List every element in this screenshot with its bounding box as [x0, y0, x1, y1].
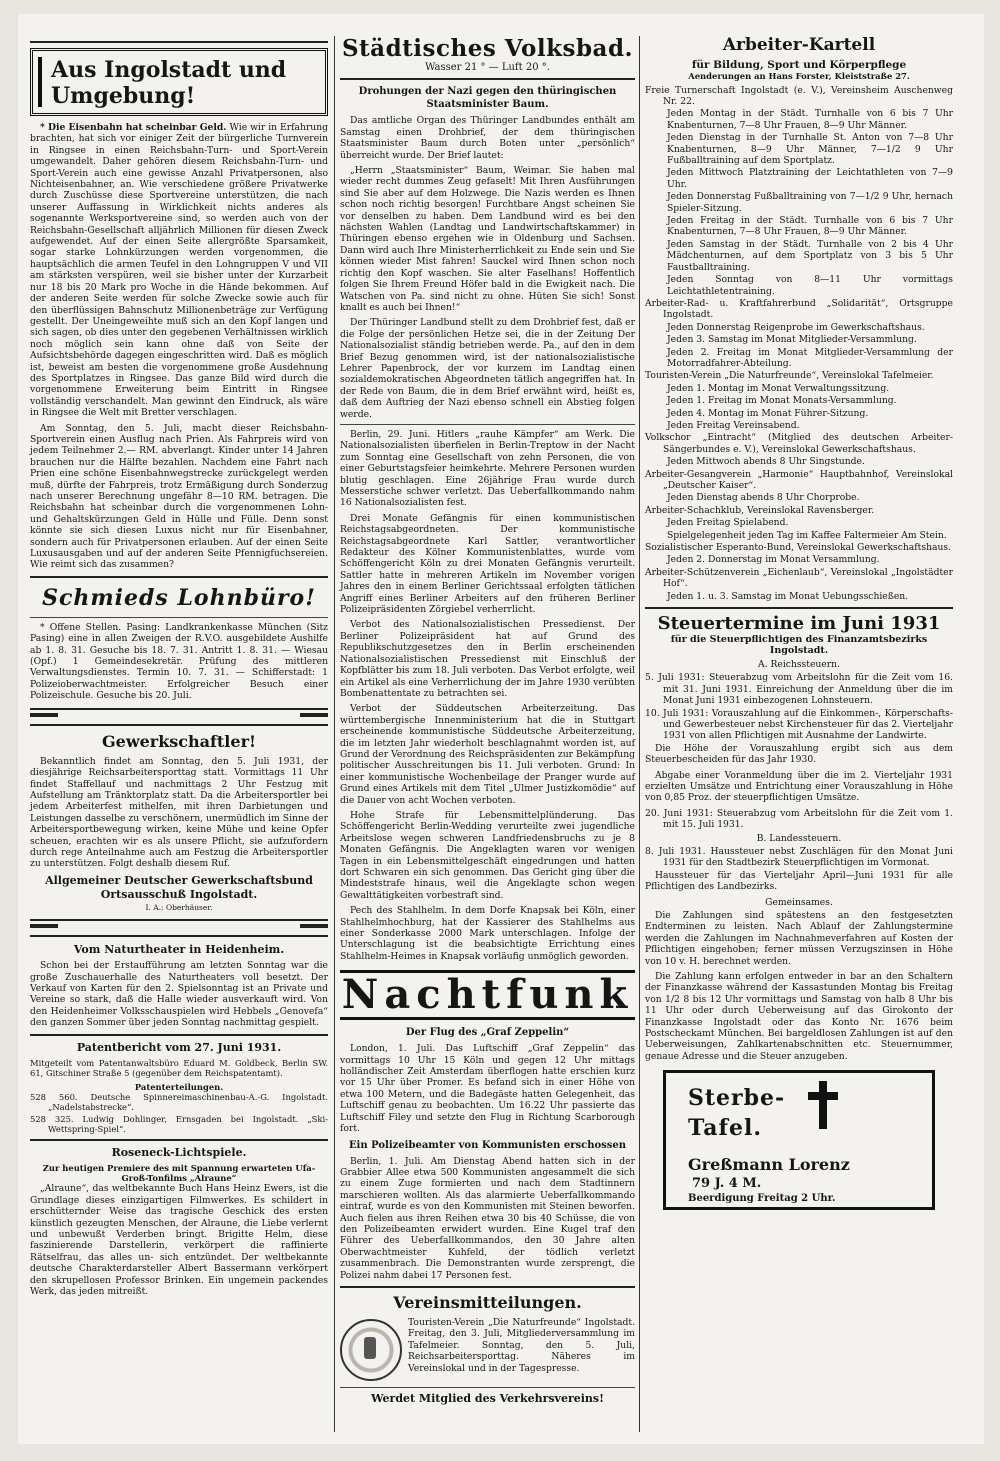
heading-vereinsmitteilungen: Vereinsmitteilungen.: [393, 1292, 582, 1312]
deceased-name: Greßmann Lorenz: [688, 1155, 850, 1175]
article-roseneck: „Alraune“, das weltbekannte Buch Hans Heinz Ewers, ist die Grundlage dieses einzigartigen Filmwerkes. Es schildert in erschütternder Weise das tragische Geschick des ersten künstlich gezeugten Menschen, der Alraune, die Liebe verlernt und unbewußt Verderben bringt. Brigitte Helm, diese faszinierende Darstellerin, verkörpert die raffinierte Rätselfrau, das alles un- sich entzündet. Der weltbekannte deutsche Charakterdarsteller Albert Bassermann verkörpert den skrupellosen Professor Brinken. Ein ungemein packendes Werk, das jeden mitreißt.: [30, 1183, 328, 1298]
heading-zeppelin: Der Flug des „Graf Zeppelin“: [405, 1027, 570, 1039]
divider: [30, 576, 328, 578]
heading-polizeibeamter: Ein Polizeibeamter von Kommunisten erschossen: [348, 1139, 627, 1151]
article-text: Wie wir in Erfahrung brachten, hat sich vor einiger Zeit der bürgerliche Turnverein in Ringsee in einen Reichsbahn-Turn- und Sport-Verein umgewandelt. Daher gehören diesem Reichsbahn-Turn- und Sport-Verein auch eine gewisse Anzahl Privatpersonen, also Nichteisenbahner, an. Wie verschiedene größere Privatwerke durch Zuschüsse diese Sportvereine unterstützen, die nach unserer Auffassung in Wirklichkeit nichts anderes als sogenannte Werksportvereine sind, so werden auch von der Reichsbahn-Gesellschaft alljährlich Millionen für diesen Zweck aufgewendet. Auf der einen Seite allergrößte Sparsamkeit, sogar starke Lohnkürzungen werden vorgenommen, die hauptsächlich die armen Teufel in den Lohngruppen V und VII am stärksten verspüren, weil sie bisher unter der Kurzarbeit nur 18 bis 20 Mark pro Woche in die Hände bekommen. Auf der anderen Seite werden für solche Zwecke sowie auch für den überflüssigen Bahnschutz Millionenbeträge zur Verfügung gestellt. Der Uneingeweihte muß sich an den Kopf langen und sich sagen, ob dies unter den gegebenen Verhältnissen wirklich noch möglich sein kann ohne daß von Seite der Aufsichtsbehörde dagegen eingeschritten wird. Daß es möglich ist, beweist am besten die vorgenommene große Ausdehnung des Sportplatzes in Ringsee. Das ganze Bild wird durch die vorgenommene Erweiterung beim Eintritt in Ringsee vollständig verschandelt. Man gewinnt den Eindruck, als wäre in Ringsee die Welt mit Bretter verschlagen.: [30, 122, 329, 419]
tax-note: Die Zahlung kann erfolgen entweder in bar an den Schaltern der Finanzkasse während der Kassastunden Montag bis Freitag von 1/2 8 bis 12 Uhr vormittags und Samstag von halb 8 Uhr bis 11 Uhr oder durch Ueberweisung auf das Girokonto der Finanzkasse Ingolstadt oder das Konto Nr. 1676 beim Postscheckamt München. Bei bargeldlosen Zahlungen ist auf den Ueberweisungen, Zahlkartenabschnitten etc. Steuernummer, genaue Adresse und die Steuer anzugeben.: [645, 971, 953, 1062]
club-schedule: Jeden 2. Freitag im Monat Mitglieder-Versammlung der Motorradfahrer-Abteilung.: [667, 346, 953, 369]
article-drohungen: Das amtliche Organ des Thüringer Landbundes enthält am Samstag einen Drohbrief, der dem thüringischen Staatsminister Baum durch Boten unter „persönlich“ überreicht wurde. Der Brief lautet:: [340, 115, 635, 161]
decorative-rule: [30, 919, 328, 937]
article-eisenbahn: [30, 122, 328, 419]
article-drohbrief: „Herrn „Staatsminister“ Baum, Weimar. Sie haben mal wieder recht dummes Zeug gefaselt! Mit Ihren Ausführungen sind Sie aber auf dem Holzwege. Die Nazis werden es Ihnen schon noch richtig besorgen! Furchtbare Angst scheinen Sie vor denselben zu haben. Dem Landbund wird es bei den nächsten Wahlen (Landtag und Landwirtschaftskammer) in Thüringen ebenso ergehen wie in Oldenburg und Sachsen. Dann wird auch Ihre Ministerherrlichkeit zu Ende sein und Sie können wieder Mist fahren! Sauckel wird Ihnen schon noch richtig den Kopf waschen. Sie alter Faselhans! Hoffentlich folgen Sie Ihrem Freund Höfer bald in die Ewigkeit nach. Die Watschen von Pa. sind nicht zu ohne. Hüten Sie sich! Sonst knallt es auch bei Ihnen!“: [340, 165, 635, 313]
club-entry: Volkschor „Eintracht“ (Mitglied des deutschen Arbeiter-Sängerbundes e. V.), Vereinslokal Gewerkschaftshaus.: [645, 432, 953, 455]
divider: [30, 1139, 328, 1141]
vereins-block: [340, 1317, 635, 1383]
signature-line: I. A.: Oberhäuser.: [145, 902, 213, 912]
kartell-changes: Aenderungen an Hans Forster, Kleiststraße 27.: [688, 71, 910, 82]
club-schedule: Jeden Mittwoch abends 8 Uhr Singstunde.: [667, 456, 865, 468]
article-offene-stellen: * Offene Stellen. Pasing: Landkrankenkasse München (Sitz Pasing) eine in allen Zweigen der R.V.O. ausgebildete Aushilfe ab 1. 8. 31. Gesuche bis 18. 7. 31. Antritt 1. 8. 31. — Wiesau (Opf.) 1 Gemeindesekretär. Prüfung des mittleren Verwaltungsdienstes. Termin 10. 7. 31. — Schifferstadt: 1 Polizeioberwachtmeister. Erfolgreicher Besuch einer Polizeischule. Gesuche bis 20. Juli.: [30, 621, 328, 702]
tax-entry: 5. Juli 1931: Steuerabzug vom Arbeitslohn für die Zeit vom 16. mit 31. Juni 1931. Einreichung der Anmeldung über die im Monat Juni 1931 einbezogenen Lohnsteuern.: [645, 672, 953, 707]
tax-entry: 20. Juni 1931: Steuerabzug vom Arbeitslohn für die Zeit vom 1. mit 15. Juli 1931.: [645, 807, 953, 831]
divider: [340, 78, 635, 80]
tax-entry: 10. Juli 1931: Vorauszahlung auf die Einkommen-, Körperschafts- und Gewerbesteuer nebst Kirchensteuer für das 2. Vierteljahr 1931 von allen Pflichtigen mit Ausnahme der Landwirte.: [645, 707, 953, 742]
heading-volksbad: Städtisches Volksbad.: [341, 35, 634, 62]
divider: [340, 1286, 635, 1288]
club-entry: Sozialistischer Esperanto-Bund, Vereinslokal Gewerkschaftshaus.: [645, 542, 952, 554]
column-rule: [334, 36, 335, 1432]
club-schedule: Jeden 2. Donnerstag im Monat Versammlung.: [667, 554, 880, 566]
club-schedule: Jeden 3. Samstag im Monat Mitglieder-Versammlung.: [667, 334, 917, 346]
club-schedule: Jeden Dienstag in der Turnhalle St. Anton von 7—8 Uhr Knabenturnen, 8—9 Uhr Männer, 7—1/2 9 Uhr Fußballtraining auf dem Sportplatz.: [667, 132, 953, 167]
divider: [30, 617, 328, 618]
club-entry: Freie Turnerschaft Ingolstadt (e. V.), Vereinsheim Auschenweg Nr. 22.: [645, 84, 953, 108]
tax-note: Abgabe einer Voranmeldung über die im 2. Vierteljahr 1931 erzielten Umsätze und Entrichtung einer Vorauszahlung in Höhe von 0,85 Proz. der steuerpflichtigen Umsätze.: [645, 769, 953, 804]
bath-temperatures: Wasser 21 ° — Luft 20 °.: [425, 62, 550, 73]
heading-arbeiter-kartell: Arbeiter-Kartell: [722, 35, 876, 55]
club-schedule: Jeden Dienstag abends 8 Uhr Chorprobe.: [667, 492, 860, 504]
club-schedule: Jeden Samstag in der Städt. Turnhalle von 2 bis 4 Uhr Mädchenturnen, auf dem Sportplatz von 3 bis 5 Uhr Faustballtraining.: [667, 238, 953, 273]
divider: [340, 1387, 635, 1388]
burial-notice: Beerdigung Freitag 2 Uhr.: [688, 1193, 836, 1205]
club-schedule: Jeden 4. Montag im Monat Führer-Sitzung.: [667, 407, 869, 419]
column-rule: [639, 36, 640, 1432]
article-berlin-treptow: Berlin, 29. Juni. Hitlers „rauhe Kämpfer“ am Werk. Die Nationalsozialisten überfielen in Berlin-Treptow in der Nacht zum Sonntag eine Gesellschaft von zehn Personen, die von einer Geburtstagsfeier heimkehrte. Mehrere Personen wurden blutig geschlagen. Eine 26jährige Frau wurde durch Messerstiche schwer verletzt. Das Ueberfallkommando nahm 16 Nationalsozialisten fest.: [340, 428, 635, 509]
obituary-title-left: Sterbe-: [688, 1085, 786, 1112]
club-schedule: Jeden Freitag Vereinsabend.: [667, 419, 800, 431]
club-entry: Arbeiter-Gesangverein „Harmonie“ Hauptbahnhof, Vereinslokal „Deutscher Kaiser“.: [645, 468, 953, 492]
club-schedule: Jeden Freitag in der Städt. Turnhalle von 6 bis 7 Uhr Knabenturnen, 7—8 Uhr Frauen, 8—9 Uhr Männer.: [667, 215, 953, 238]
article-verbot-arbeiterzeitung: Verbot der Süddeutschen Arbeiterzeitung. Das württembergische Innenministerium hat die in Stuttgart erscheinende kommunistische Süddeutsche Arbeiterzeitung, die im letzten Jahr wiederholt beschlagnahmt worden ist, auf Grund der Verordnung des Reichspräsidenten zur Bekämpfung politischer Ausschreitungen bis 11. Juli verboten. Grund: In einer kommunistische Wochenbeilage der Pranger wurde auf Grund eines Artikels mit dem Titel „Ulmer Justizkomödie“ auf die Dauer von acht Wochen verboten.: [340, 703, 635, 806]
patent-entry: 528 325. Ludwig Dohlinger, Ernsgaden bei Ingolstadt. „Ski-Wettspring-Spiel“.: [30, 1113, 328, 1134]
newspaper-page: [18, 14, 984, 1444]
heading-nachtfunk: Nachtfunk: [341, 971, 634, 1019]
club-schedule: Jeden Freitag Spielabend.: [667, 517, 789, 529]
article-stahlhelm: Pech des Stahlhelm. In dem Dorfe Knapsak bei Köln, einer Stahlhelmhochburg, hat der Kassierer des Stahlhelms aus einer Sonderkasse 2000 Mark unterschlagen. Infolge der Unterschlagung ist die beabsichtigte Errichtung eines Stahlhelm-Heimes in Knapsak vorläufig unmöglich geworden.: [340, 905, 635, 962]
column-left: [30, 36, 328, 1301]
article-drohungen-cont: Der Thüringer Landbund stellt zu dem Drohbrief fest, daß er die Folge der persönlichen Hetze sei, die in der Zeitung Der Nationalsozialist ständig betrieben werde. Pa., auf den in dem Brief Bezug genommen wird, ist der nationalsozialistische Lehrer Papenbrock, der vor kurzem im Landtag einen sozialdemokratischen Abgeordneten tätlich angegriffen hat. In der Rede von Baum, die in dem Brief erwähnt wird, heißt es, daß dem Auftrieg der Nazi ebenso schnell ein Abstieg folgen werde.: [340, 317, 635, 420]
naturfreunde-emblem-icon: [340, 1319, 402, 1381]
club-schedule: Jeden Sonntag von 8—11 Uhr vormittags Leichtathletentraining.: [667, 274, 953, 297]
tax-entry: 8. Juli 1931. Haussteuer nebst Zuschlägen für den Monat Juni 1931 für den Stadtbezirk Steuerpflichtigen im Vormonat.: [645, 845, 953, 869]
kartell-subheading: für Bildung, Sport und Körperpflege: [691, 59, 907, 71]
signature-line: Allgemeiner Deutscher Gewerkschaftsbund: [45, 873, 313, 887]
section-heading-aus-ingolstadt: Aus Ingolstadt und Umgebung!: [30, 48, 328, 116]
article-polizeibeamter: Berlin, 1. Juli. Am Dienstag Abend hatten sich in der Grabbier Allee etwa 500 Kommunisten angesammelt die sich zu einem Zuge formierten und nach dem Stadtinnern marschieren wollten. Als das alarmierte Ueberfallkommando eintraf, wurde es von den Kommunisten mit Steinen beworfen. Auch fielen aus ihren Reihen etwa 30 bis 40 Schüsse, die von den Polizeibeamten erwidert wurden. Eine Kugel traf den Führer des Ueberfallkommandos, den 30 Jahre alten Oberwachtmeister Kuhfeld, der tödlich verletzt zusammenbrach. Die Demonstranten wurde zersprengt, die Polizei nahm dabei 17 Personen fest.: [340, 1155, 635, 1281]
steuer-subheading: für die Steuerpflichtigen des Finanzamtsbezirks Ingolstadt.: [670, 634, 928, 657]
club-schedule: Jeden 1. u. 3. Samstag im Monat Uebungsschießen.: [667, 590, 909, 602]
article-lead: * Die Eisenbahn hat scheinbar Geld.: [40, 122, 227, 133]
patent-entry: 528 560. Deutsche Spinnereimaschinenbau-A.-G. Ingolstadt. „Nadelstabstrecke“.: [30, 1092, 328, 1113]
club-schedule: Jeden Donnerstag Fußballtraining von 7—1/2 9 Uhr, hernach Spieler-Sitzung.: [667, 191, 953, 214]
obituary-title-right: Tafel.: [688, 1115, 762, 1142]
cross-icon: [806, 1081, 840, 1129]
column-middle: [340, 36, 635, 1409]
article-verbot-pressedienst: Verbot des Nationalsozialistischen Pressedienst. Der Berliner Polizeipräsident hat auf Grund des Republikschutzgesetzes den in Berlin erscheinenden Nationalsozialistischen Pressedienst mit Einschluß der Kopfblätter bis zum 18. Juli verboten. Das Verbot erfolgte, weil ein Artikel als eine Verherrlichung der im Jahre 1930 verübten Bombenattentate zu betrachten sei.: [340, 619, 635, 699]
divider: [645, 607, 953, 609]
heading-roseneck: Roseneck-Lichtspiele.: [111, 1146, 247, 1160]
patent-subheading: Patenterteilungen.: [134, 1082, 224, 1092]
tax-note: Die Höhe der Vorauszahlung ergibt sich aus dem Steuerbescheiden für das Jahr 1930.: [645, 742, 953, 766]
club-schedule: Jeden Montag in der Städt. Turnhalle von 6 bis 7 Uhr Knabenturnen, 7—8 Uhr Frauen, 8—9 Uhr Männer.: [667, 108, 953, 131]
obituary-box: [663, 1070, 935, 1210]
heading-drohungen: Drohungen der Nazi gegen den thüringischen Staatsminister Baum.: [358, 86, 617, 111]
article-gefaengnis: Drei Monate Gefängnis für einen kommunistischen Reichstagsabgeordneten. Der kommunistische Reichstagsabgeordnete Karl Sattler, verantwortlicher Redakteur des Kölner Kommunistenblattes, wurde vom Schöffengericht Köln zu drei Monaten Gefängnis verurteilt. Sattler hatte in mehreren Artikeln im November vorigen Jahres den in einem Berliner Gerichtssaal erfolgten tätlichen Angriff eines Berliner Arbeiters auf den früheren Berliner Polizeipräsidenten Zörgiebel verherrlicht.: [340, 512, 635, 616]
article-zeppelin: London, 1. Juli. Das Luftschiff „Graf Zeppelin“ das vormittags 10 Uhr 15 Köln und gegen 12 Uhr mittags holländischer Zeit Amsterdam überflogen hatte erschien kurz vor 15 Uhr über Promer. Es befand sich in einer Höhe von etwa 100 Metern, und die Badegäste hatten Gelegenheit, das Luftschiff genau zu beobachten. Um 16.22 Uhr passierte das Luftschiff Filey und setzte den Flug in Richtung Scarborough fort.: [340, 1043, 635, 1135]
club-entry: Arbeiter-Rad- u. Kraftfahrerbund „Solidarität“, Ortsgruppe Ingolstadt.: [645, 297, 953, 321]
verkehrsverein-slogan: Werdet Mitglied des Verkehrsvereins!: [371, 1391, 604, 1405]
club-entry: Arbeiter-Schützenverein „Eichenlaub“, Vereinslokal „Ingolstädter Hof“.: [645, 566, 953, 590]
article-eisenbahn-cont: Am Sonntag, den 5. Juli, macht dieser Reichsbahn-Sportverein einen Ausflug nach Prien. Als Fahrpreis wird von jedem Teilnehmer 2.— RM. abverlangt. Kinder unter 14 Jahren brauchen nur die Hälfte bezahlen. Nachdem eine Fahrt nach Prien eine schöne Eisenbahnwegstrecke zurückgelegt werden muß, dürfte der Fahrpreis, trotz Ermäßigung durch Sonderzug nach unserer Berechnung ungefähr 8—10 RM. betragen. Die Reichsbahn hat scheinbar durch die vorgenommenen Lohn- und Gehaltskürzungen Geld in Hülle und Fülle. Denn sonst könnte sie sich diesen Luxus nicht nur für Eisenbahner, sondern auch für Privatpersonen erlauben. Auf der einen Seite Luxusausgaben und auf der anderen Seite Pfennigfuchsereien. Wie reimt sich das zusammen?: [30, 422, 328, 571]
tax-note: Die Zahlungen sind spätestens an den festgesetzten Endterminen zu leisten. Nach Ablauf der Zahlungstermine werden die Zahlungen im Nachnahmeverfahren auf Kosten der Pflichtigen eingehoben; ferner müssen Verzugszinsen in Höhe von 10 v. H. berechnet werden.: [645, 910, 953, 967]
steuer-section-gemeinsames: Gemeinsames.: [765, 896, 833, 908]
divider: [340, 424, 635, 425]
heading-naturtheater: Vom Naturtheater in Heidenheim.: [73, 943, 285, 957]
signature-line: Ortsausschuß Ingolstadt.: [100, 887, 258, 901]
decorative-rule: [30, 708, 328, 726]
club-entry: Touristen-Verein „Die Naturfreunde“, Vereinslokal Tafelmeier.: [645, 370, 934, 382]
article-gewerkschaftler: Bekanntlich findet am Sonntag, den 5. Juli 1931, der diesjährige Reichsarbeitersporttag statt. Vormittags 11 Uhr findet Staffellauf und nachmittags 2 Uhr Festzug mit Aufstellung am Tränktorplatz statt. Da die Arbeitersportler bei jedem Arbeiterfest mithelfen, mit ihren Darbietungen und Leistungen dasselbe zu verschönern, unermüdlich im Sinne der Arbeitersportbewegung wirken, keine Mühe und keine Opfer scheuen, erachten wir es als unsere Pflicht, sie aufzufordern durch rege Anteilnahme auch am Festzug die Arbeitersportler zu unterstützen. Folgt deshalb diesem Ruf.: [30, 755, 328, 870]
divider: [30, 1034, 328, 1036]
club-schedule: Spielgelegenheit jeden Tag im Kaffee Faltermeier Am Stein.: [667, 529, 947, 541]
heading-gewerkschaftler: Gewerkschaftler!: [101, 731, 257, 751]
tax-note: Haussteuer für das Vierteljahr April—Juni 1931 für alle Pflichtigen des Landbezirks.: [645, 869, 953, 893]
club-schedule: Jeden Donnerstag Reigenprobe im Gewerkschaftshaus.: [667, 321, 925, 333]
article-vereinsmitteilung: Touristen-Verein „Die Naturfreunde“ Ingolstadt. Freitag, den 3. Juli, Mitgliederversammlung im Tafelmeier. Sonntag, den 5. Juli, Reichsarbeitersporttag. Näheres im Vereinslokal und in der Tagespresse.: [408, 1316, 635, 1374]
club-schedule: Jeden 1. Montag im Monat Verwaltungssitzung.: [667, 382, 890, 394]
article-naturtheater: Schon bei der Erstaufführung am letzten Sonntag war die große Zuschauerhalle des Naturtheaters voll besetzt. Der Verkauf von Karten für den 2. Spielsonntag ist an Private und Vereine so stark, daß die Halle wieder ausverkauft wird. Von den Heidenheimer Volksschauspielen wird Hebbels „Genovefa“ den ganzen Sommer über jeden Sonntag nachmittag gespielt.: [30, 960, 328, 1029]
steuer-section-b: B. Landessteuern.: [756, 832, 842, 844]
heading-steuertermine: Steuertermine im Juni 1931: [657, 613, 941, 635]
club-entry: Arbeiter-Schachklub, Vereinslokal Ravensberger.: [645, 504, 875, 516]
steuer-section-a: A. Reichssteuern.: [758, 658, 840, 670]
script-heading: Schmieds Lohnbüro!: [42, 584, 316, 611]
column-right: [645, 36, 953, 1210]
roseneck-subheading: Zur heutigen Premiere des mit Spannung erwarteten Ufa-Groß-Tonfilms „Alraune“: [42, 1163, 316, 1184]
club-schedule: Jeden Mittwoch Platztraining der Leichtathleten von 7—9 Uhr.: [667, 167, 953, 190]
club-schedule: Jeden 1. Freitag im Monat Monats-Versammlung.: [667, 395, 897, 407]
article-lebensmittel: Hohe Strafe für Lebensmittelplünderung. Das Schöffengericht Berlin-Wedding verurteilte zwei jugendliche Arbeitslose wegen schweren Landfriedensbruchs zu je 8 Monaten Gefängnis. Die Angeklagten waren vor wenigen Tagen in ein Lebensmittelgeschäft eingedrungen und hatten dort Schwaren ein sich genommen. Das Gericht ging über die Mindeststrafe hinaus, weil die Angeklagte schon wegen Gewalttätigkeiten vorbestraft sind.: [340, 809, 635, 901]
divider: [30, 41, 328, 43]
deceased-age: 79 J. 4 M.: [692, 1176, 762, 1192]
heading-patentbericht: Patentbericht vom 27. Juni 1931.: [76, 1040, 282, 1054]
patent-intro: Mitgeteilt vom Patentanwaltsbüro Eduard M. Goldbeck, Berlin SW. 61, Gitschiner Straße 5 (gegenüber dem Reichspatentamt).: [30, 1057, 328, 1078]
